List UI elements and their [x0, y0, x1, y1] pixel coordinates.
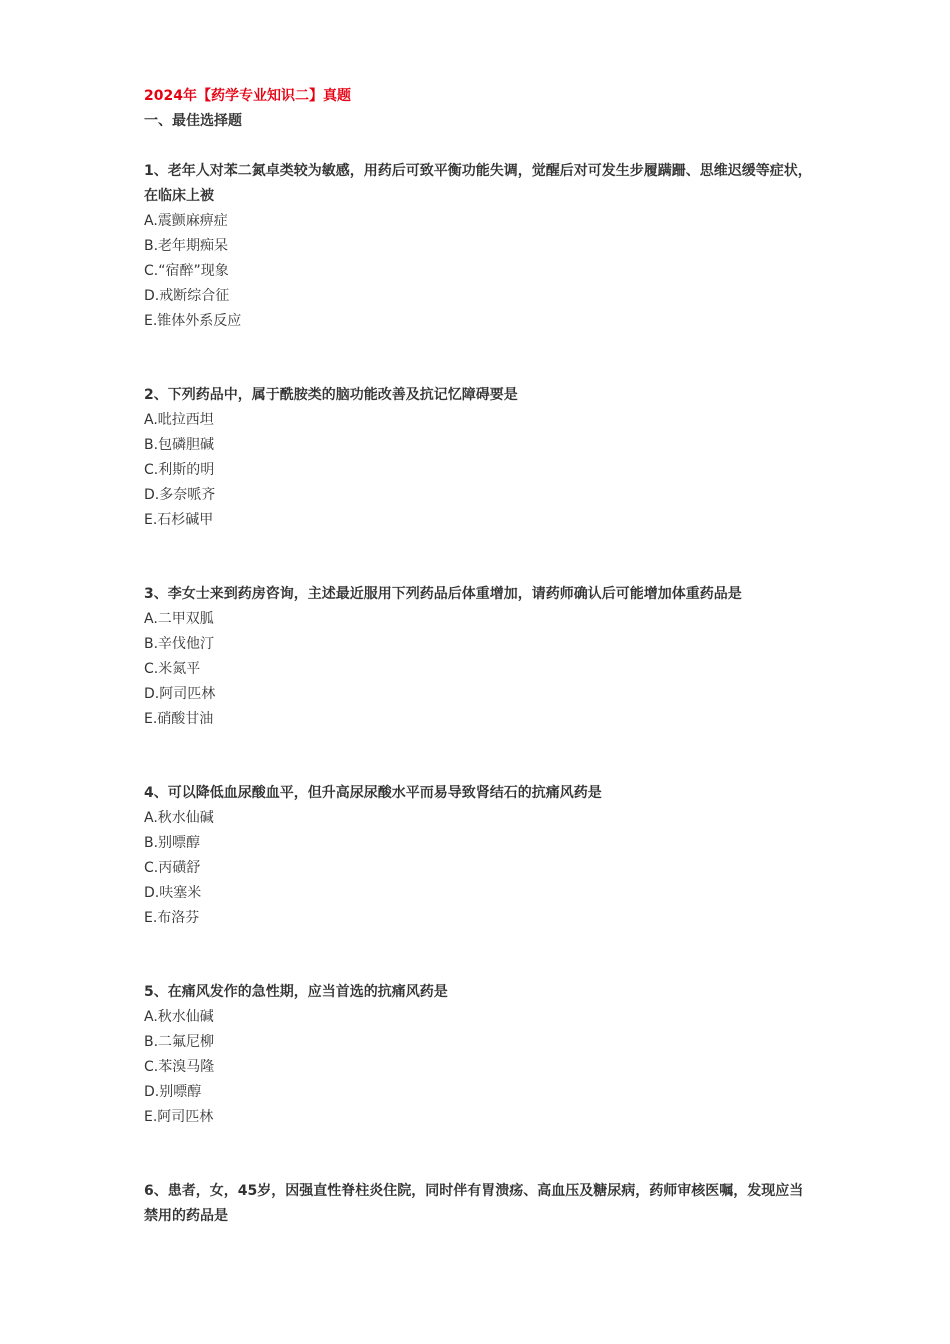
option-d: D.别嘌醇 [144, 1084, 202, 1100]
section-title: 一、最佳选择题 [144, 113, 242, 129]
question-3 [144, 582, 814, 732]
option-a: A.秋水仙碱 [144, 1009, 214, 1025]
option-e: E.布洛芬 [144, 910, 200, 926]
option-d: D.呋塞米 [144, 885, 202, 901]
question-stem: 3、李女士来到药房咨询，主述最近服用下列药品后体重增加，请药师确认后可能增加体重药品是 [144, 586, 742, 602]
option-b: B.老年期痴呆 [144, 238, 229, 254]
spacer [144, 533, 814, 582]
option-list [144, 408, 814, 533]
option-b: B.辛伐他汀 [144, 636, 215, 652]
spacer [144, 732, 814, 781]
option-b: B.二氟尼柳 [144, 1034, 215, 1050]
question-1 [144, 159, 814, 334]
option-c: C.米氮平 [144, 661, 201, 677]
option-e: E.硝酸甘油 [144, 711, 214, 727]
option-a: A.秋水仙碱 [144, 810, 214, 826]
option-c: C.丙磺舒 [144, 860, 201, 876]
question-stem: 5、在痛风发作的急性期，应当首选的抗痛风药是 [144, 984, 448, 1000]
option-e: E.锥体外系反应 [144, 313, 242, 329]
question-stem: 4、可以降低血尿酸血平，但升高尿尿酸水平而易导致肾结石的抗痛风药是 [144, 785, 602, 801]
option-e: E.石杉碱甲 [144, 512, 214, 528]
question-5 [144, 980, 814, 1130]
document-title: 2024年【药学专业知识二】真题 [144, 88, 351, 104]
option-a: A.吡拉西坦 [144, 412, 214, 428]
option-list [144, 209, 814, 334]
option-d: D.阿司匹林 [144, 686, 216, 702]
option-a: A.震颤麻痹症 [144, 213, 228, 229]
option-list [144, 607, 814, 732]
question-2 [144, 383, 814, 533]
option-c: C.利斯的明 [144, 462, 215, 478]
option-b: B.包磷胆碱 [144, 437, 215, 453]
option-list [144, 806, 814, 931]
spacer [144, 1130, 814, 1179]
option-d: D.戒断综合征 [144, 288, 230, 304]
question-stem: 1、老年人对苯二氮卓类较为敏感，用药后可致平衡功能失调，觉醒后对可发生步履蹒跚、思维迟缓等症状，在临床上被 [144, 163, 812, 204]
question-4 [144, 781, 814, 931]
option-d: D.多奈哌齐 [144, 487, 216, 503]
option-list [144, 1005, 814, 1130]
document-page [144, 84, 814, 1229]
option-c: C.苯溴马隆 [144, 1059, 215, 1075]
spacer [144, 931, 814, 980]
option-a: A.二甲双胍 [144, 611, 214, 627]
question-stem: 6、患者，女，45岁，因强直性脊柱炎住院，同时伴有胃溃疡、高血压及糖尿病，药师审核医嘱，发现应当禁用的药品是 [144, 1183, 804, 1224]
option-c: C.“宿醉”现象 [144, 263, 229, 279]
question-6 [144, 1179, 814, 1229]
option-b: B.别嘌醇 [144, 835, 201, 851]
question-stem: 2、下列药品中，属于酰胺类的脑功能改善及抗记忆障碍要是 [144, 387, 518, 403]
option-e: E.阿司匹林 [144, 1109, 214, 1125]
spacer [144, 334, 814, 383]
